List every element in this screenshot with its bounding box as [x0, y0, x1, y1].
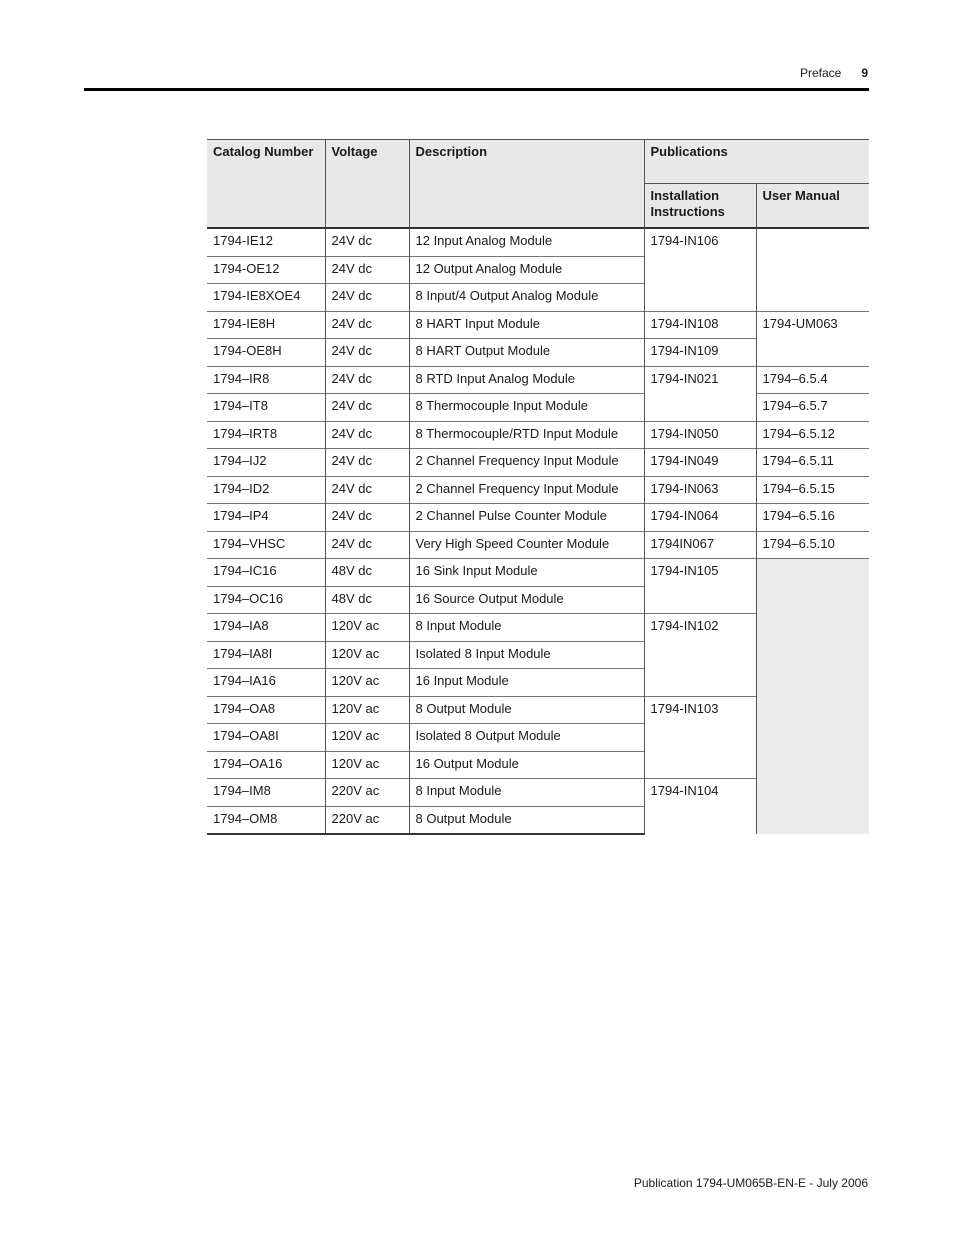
cell-catalog: 1794–OA8: [207, 696, 325, 724]
table-row: [207, 228, 869, 256]
cell-voltage: 120V ac: [325, 669, 409, 697]
cell-description: 8 Input Module: [409, 779, 644, 807]
cell-user-manual: 1794–6.5.10: [756, 531, 869, 559]
cell-installation: 1794-IN102: [644, 614, 756, 697]
table-row: [207, 366, 869, 394]
cell-voltage: 24V dc: [325, 531, 409, 559]
page-header: [800, 66, 868, 80]
cell-catalog: 1794–IP4: [207, 504, 325, 532]
cell-description: 12 Input Analog Module: [409, 228, 644, 256]
cell-user-manual: 1794–6.5.4: [756, 366, 869, 394]
cell-installation: 1794IN067: [644, 531, 756, 559]
cell-description: 2 Channel Frequency Input Module: [409, 476, 644, 504]
cell-user-manual-empty: [756, 559, 869, 835]
cell-voltage: 24V dc: [325, 311, 409, 339]
cell-catalog: 1794-IE12: [213, 233, 273, 248]
cell-description: 8 HART Input Module: [409, 311, 644, 339]
cell-description: 8 Input/4 Output Analog Module: [409, 284, 644, 312]
cell-voltage: 120V ac: [325, 614, 409, 642]
cell-voltage: 120V ac: [325, 724, 409, 752]
cell-description: Very High Speed Counter Module: [409, 531, 644, 559]
cell-voltage: 48V dc: [325, 586, 409, 614]
cell-description: 8 Output Module: [409, 696, 644, 724]
cell-description: 16 Sink Input Module: [409, 559, 644, 587]
cell-description: 8 RTD Input Analog Module: [409, 366, 644, 394]
cell-description: Isolated 8 Input Module: [409, 641, 644, 669]
table-row: [207, 531, 869, 559]
cell-user-manual: 1794–6.5.12: [756, 421, 869, 449]
cell-user-manual: 1794–6.5.16: [756, 504, 869, 532]
cell-description: 16 Input Module: [409, 669, 644, 697]
cell-voltage: 24V dc: [325, 394, 409, 422]
col-header-user-manual: User Manual: [756, 184, 869, 229]
module-publications-table: [207, 139, 869, 835]
cell-catalog: 1794–OA8I: [207, 724, 325, 752]
table-row: [207, 504, 869, 532]
table-row: [207, 476, 869, 504]
cell-description: 8 Input Module: [409, 614, 644, 642]
cell-catalog: 1794-OE12: [207, 256, 325, 284]
cell-installation: 1794-IN049: [644, 449, 756, 477]
cell-voltage: 24V dc: [325, 421, 409, 449]
col-header-catalog: Catalog Number: [207, 140, 325, 229]
cell-catalog: 1794–OM8: [207, 806, 325, 834]
cell-description: 16 Source Output Module: [409, 586, 644, 614]
cell-catalog: 1794–ID2: [207, 476, 325, 504]
cell-voltage: 120V ac: [325, 641, 409, 669]
cell-user-manual: 1794–6.5.7: [756, 394, 869, 422]
cell-catalog: 1794–IA8I: [207, 641, 325, 669]
cell-description: 8 Thermocouple/RTD Input Module: [409, 421, 644, 449]
cell-catalog: 1794–IC16: [207, 559, 325, 587]
cell-description: 12 Output Analog Module: [409, 256, 644, 284]
cell-voltage: 220V ac: [325, 779, 409, 807]
cell-user-manual: [756, 228, 869, 311]
col-header-description: Description: [409, 140, 644, 229]
cell-catalog: 1794–IA16: [207, 669, 325, 697]
cell-installation: 1794-IN064: [644, 504, 756, 532]
table-row: [207, 311, 869, 339]
cell-installation: 1794-IN104: [644, 779, 756, 835]
cell-description: 2 Channel Pulse Counter Module: [409, 504, 644, 532]
header-rule: [84, 88, 869, 91]
cell-catalog: 1794–IT8: [207, 394, 325, 422]
cell-catalog: 1794–OA16: [207, 751, 325, 779]
cell-voltage: 24V dc: [325, 339, 409, 367]
section-title: Preface: [799, 66, 842, 80]
table-row: [207, 449, 869, 477]
cell-voltage: 24V dc: [325, 504, 409, 532]
cell-installation: 1794-IN063: [644, 476, 756, 504]
cell-catalog: 1794-IE8XOE4: [207, 284, 325, 312]
table-row: [207, 559, 869, 587]
page-number: 9: [861, 66, 868, 80]
cell-catalog: 1794–VHSC: [207, 531, 325, 559]
cell-voltage: 24V dc: [325, 228, 409, 256]
cell-description: 8 HART Output Module: [409, 339, 644, 367]
cell-catalog: 1794–IR8: [207, 366, 325, 394]
cell-description: Isolated 8 Output Module: [409, 724, 644, 752]
cell-voltage: 24V dc: [325, 449, 409, 477]
publication-footer: Publication 1794-UM065B-EN-E - July 2006: [633, 1176, 868, 1190]
cell-voltage: 120V ac: [325, 751, 409, 779]
col-header-installation: Installation Instructions: [644, 184, 756, 229]
cell-description: 8 Thermocouple Input Module: [409, 394, 644, 422]
cell-installation: 1794-IN109: [644, 339, 756, 367]
cell-installation: 1794-IN103: [644, 696, 756, 779]
cell-user-manual: 1794–6.5.11: [756, 449, 869, 477]
cell-installation: 1794-IN105: [644, 559, 756, 614]
cell-catalog: 1794-OE8H: [207, 339, 325, 367]
cell-voltage: 24V dc: [325, 256, 409, 284]
cell-catalog: 1794–IA8: [207, 614, 325, 642]
cell-voltage: 24V dc: [325, 366, 409, 394]
cell-voltage: 120V ac: [325, 696, 409, 724]
cell-catalog: 1794–IM8: [207, 779, 325, 807]
cell-installation: 1794-IN050: [644, 421, 756, 449]
cell-description: 16 Output Module: [409, 751, 644, 779]
cell-voltage: 24V dc: [325, 476, 409, 504]
cell-user-manual: 1794-UM063: [756, 311, 869, 366]
cell-installation: 1794-IN108: [644, 311, 756, 339]
cell-voltage: 220V ac: [325, 806, 409, 834]
cell-installation: 1794-IN106: [644, 228, 756, 311]
cell-catalog: 1794–IRT8: [207, 421, 325, 449]
cell-description: 2 Channel Frequency Input Module: [409, 449, 644, 477]
cell-catalog: 1794–OC16: [207, 586, 325, 614]
cell-user-manual: 1794–6.5.15: [756, 476, 869, 504]
col-header-publications: Publications: [644, 140, 869, 184]
col-header-voltage: Voltage: [325, 140, 409, 229]
cell-voltage: 24V dc: [325, 284, 409, 312]
cell-description: 8 Output Module: [409, 806, 644, 834]
cell-catalog: 1794–IJ2: [207, 449, 325, 477]
cell-catalog: 1794-IE8H: [207, 311, 325, 339]
table-row: [207, 421, 869, 449]
table-row: [207, 394, 869, 422]
cell-voltage: 48V dc: [325, 559, 409, 587]
cell-installation: 1794-IN021: [644, 366, 756, 421]
